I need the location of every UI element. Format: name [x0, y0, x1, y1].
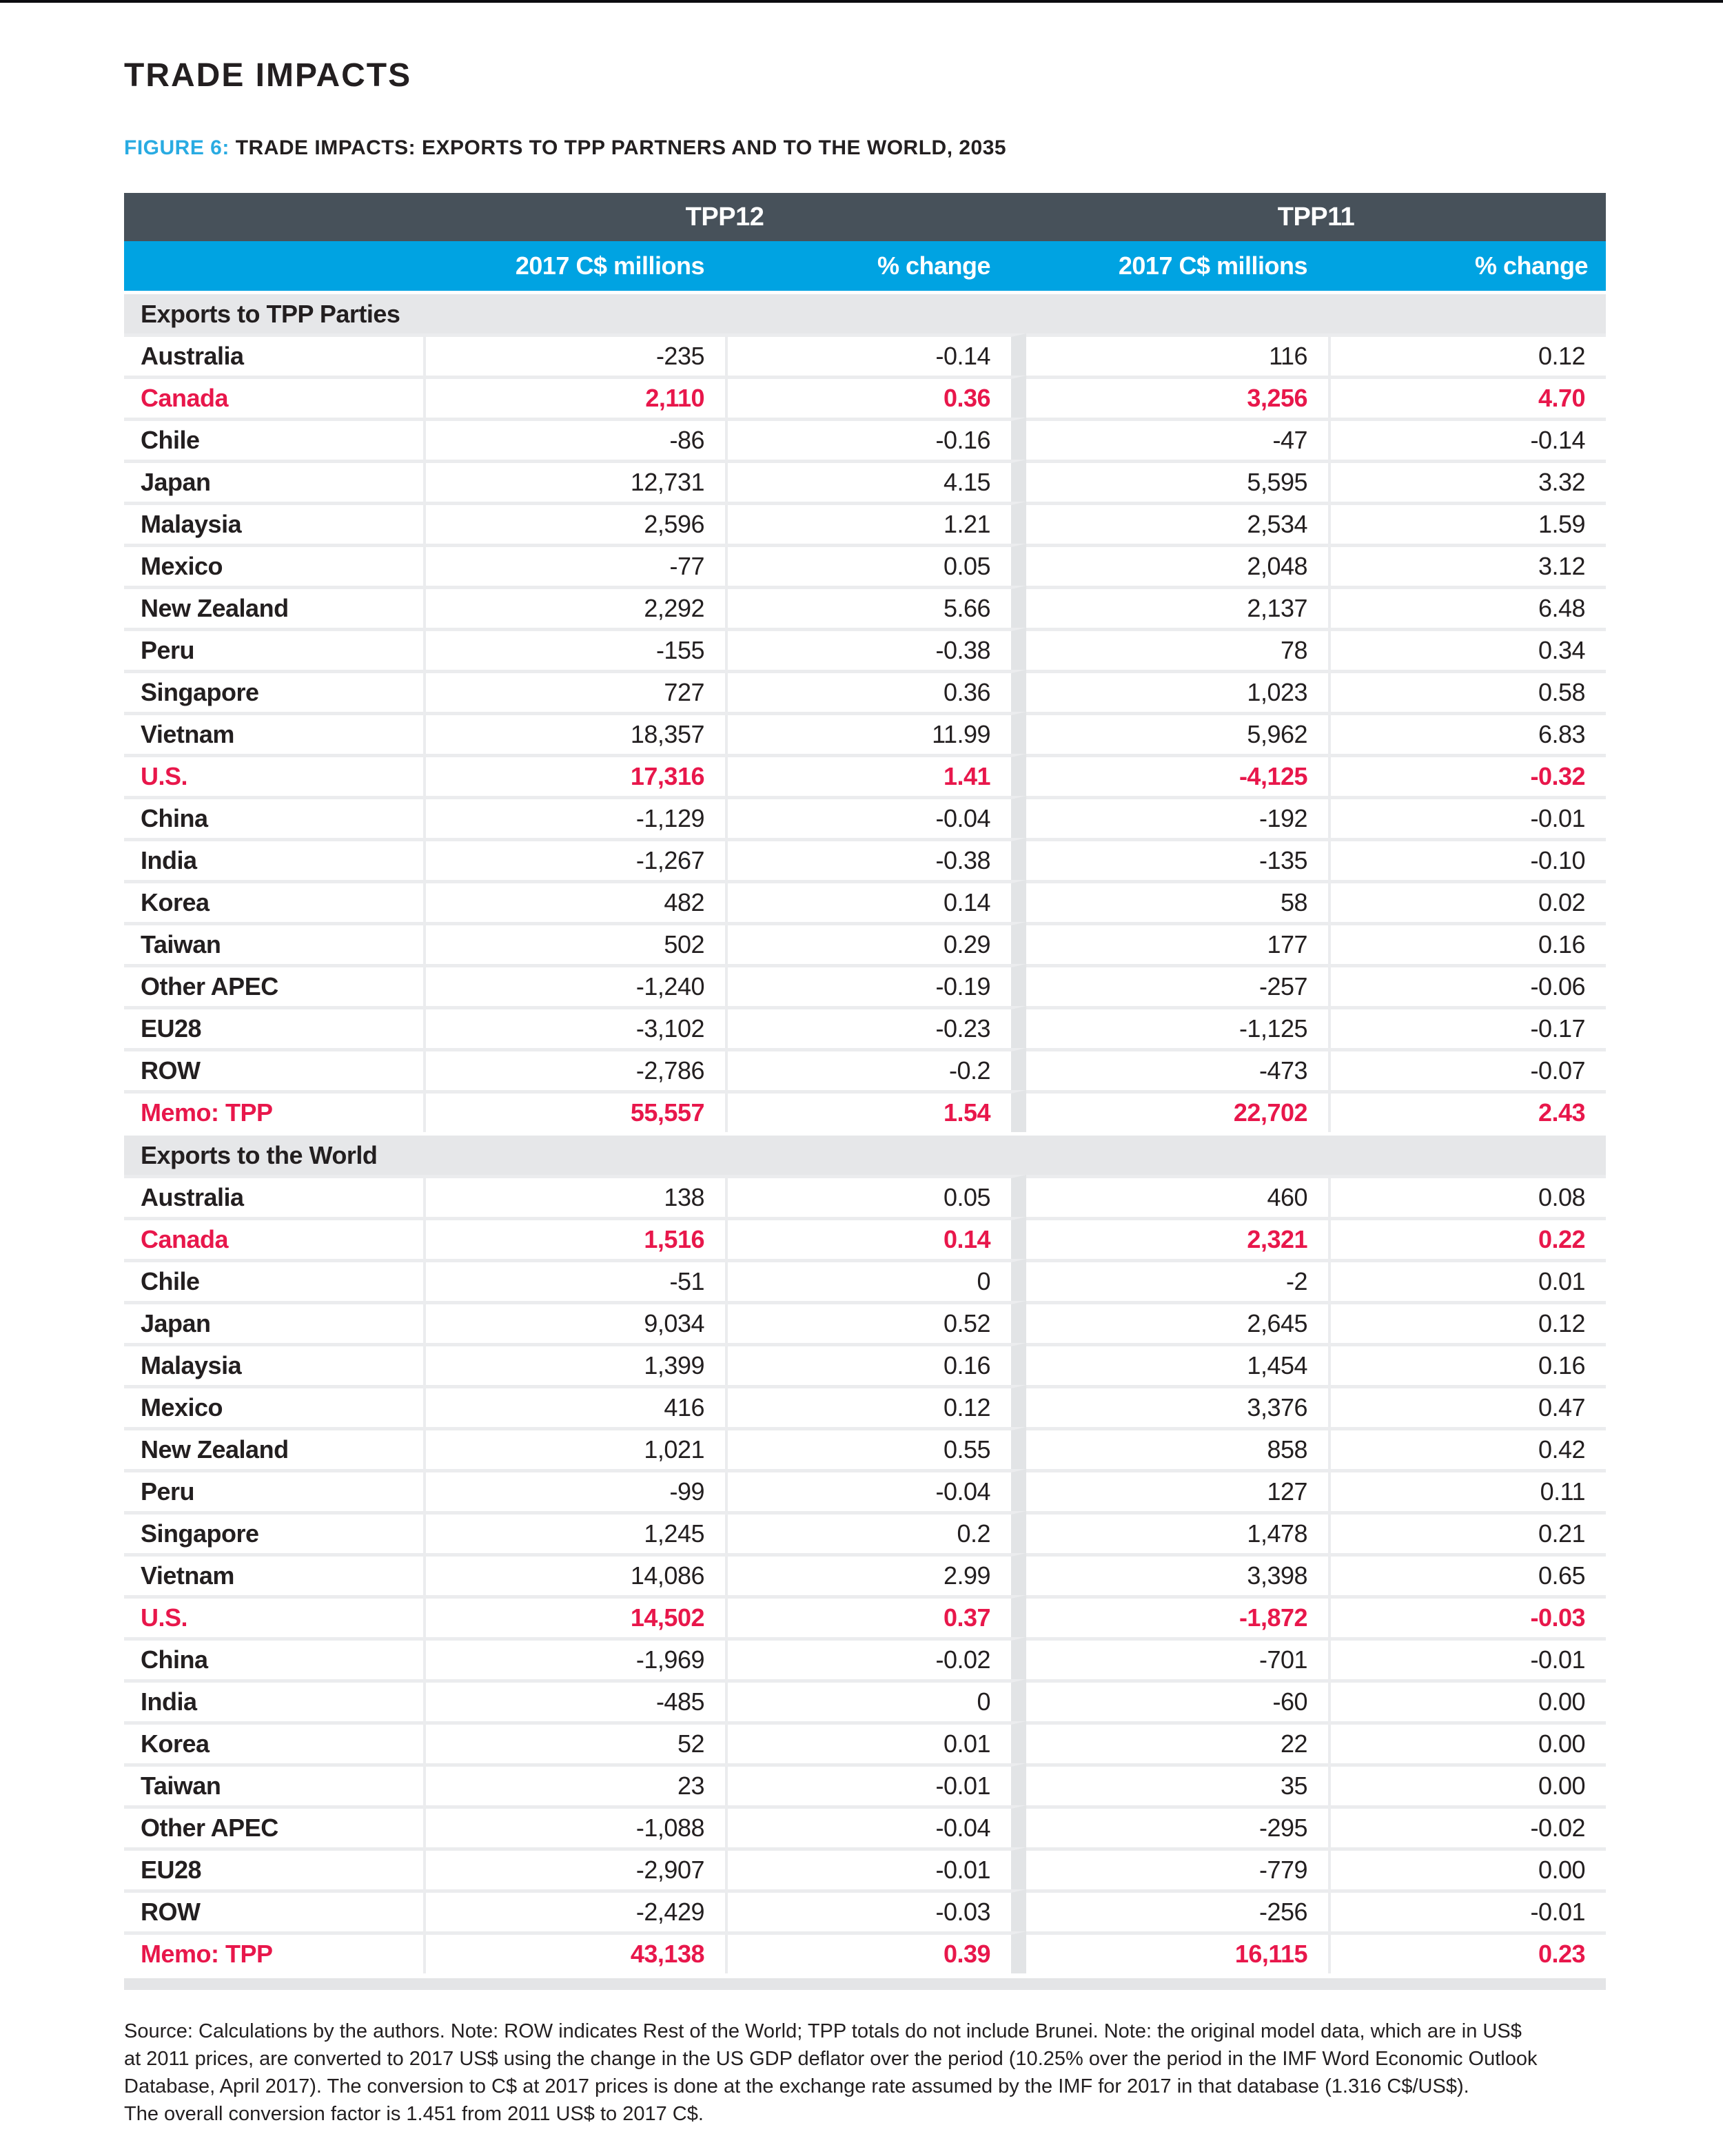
row-label: EU28 — [124, 1006, 423, 1048]
cell-value: 0.16 — [1328, 1343, 1606, 1385]
group-header-tpp11: TPP11 — [1026, 193, 1606, 241]
row-label: Peru — [124, 1469, 423, 1511]
table-row — [124, 333, 1606, 376]
row-label: Australia — [124, 1175, 423, 1217]
cell-value: 0.29 — [725, 922, 1026, 964]
cell-value: -473 — [1026, 1048, 1328, 1090]
table-row — [124, 1469, 1606, 1511]
cell-value: 2,292 — [423, 586, 725, 628]
cell-value: 17,316 — [423, 754, 725, 796]
table-row — [124, 1175, 1606, 1217]
source-footnote — [124, 2018, 1606, 2128]
cell-value: 0.39 — [725, 1931, 1026, 1973]
row-label: Japan — [124, 460, 423, 502]
cell-value: 0 — [725, 1259, 1026, 1301]
cell-value: 0.55 — [725, 1427, 1026, 1469]
table-row — [124, 460, 1606, 502]
cell-value: 16,115 — [1026, 1931, 1328, 1973]
cell-value: 2,137 — [1026, 586, 1328, 628]
cell-value: 858 — [1026, 1427, 1328, 1469]
cell-value: 35 — [1026, 1763, 1328, 1805]
cell-value: 1.59 — [1328, 502, 1606, 544]
cell-value: -779 — [1026, 1847, 1328, 1889]
cell-value: -1,125 — [1026, 1006, 1328, 1048]
figure-caption — [124, 138, 1606, 158]
cell-value: 3,376 — [1026, 1385, 1328, 1427]
cell-value: 3.12 — [1328, 544, 1606, 586]
table-row — [124, 1511, 1606, 1553]
table-row — [124, 1721, 1606, 1763]
cell-value: 0.12 — [1328, 1301, 1606, 1343]
row-label: U.S. — [124, 1595, 423, 1637]
cell-value: -0.01 — [1328, 1889, 1606, 1931]
cell-value: 2.43 — [1328, 1090, 1606, 1132]
trade-impacts-table — [124, 193, 1606, 1990]
cell-value: -0.02 — [725, 1637, 1026, 1679]
cell-value: 0.37 — [725, 1595, 1026, 1637]
row-label: China — [124, 796, 423, 838]
cell-value: 6.48 — [1328, 586, 1606, 628]
table-row — [124, 418, 1606, 460]
table-row — [124, 586, 1606, 628]
cell-value: 0.65 — [1328, 1553, 1606, 1595]
cell-value: 23 — [423, 1763, 725, 1805]
table-row — [124, 1805, 1606, 1847]
cell-value: 2,596 — [423, 502, 725, 544]
row-label: Peru — [124, 628, 423, 670]
cell-value: 14,086 — [423, 1553, 725, 1595]
table-body — [124, 291, 1606, 1990]
row-label: Mexico — [124, 544, 423, 586]
row-label: Malaysia — [124, 1343, 423, 1385]
table-row — [124, 544, 1606, 586]
row-label: Chile — [124, 418, 423, 460]
cell-value: -0.04 — [725, 1805, 1026, 1847]
cell-value: 460 — [1026, 1175, 1328, 1217]
corner-cell — [124, 241, 423, 291]
figure-label: FIGURE 6: — [124, 136, 230, 159]
cell-value: 0.22 — [1328, 1217, 1606, 1259]
table-row — [124, 1090, 1606, 1132]
cell-value: 5,962 — [1026, 712, 1328, 754]
cell-value: 0.16 — [1328, 922, 1606, 964]
row-label: Canada — [124, 376, 423, 418]
table-row — [124, 628, 1606, 670]
table-row — [124, 922, 1606, 964]
table-row — [124, 1595, 1606, 1637]
cell-value: 0.36 — [725, 376, 1026, 418]
row-label: Memo: TPP — [124, 1090, 423, 1132]
cell-value: 0.12 — [725, 1385, 1026, 1427]
table-row — [124, 1553, 1606, 1595]
cell-value: 6.83 — [1328, 712, 1606, 754]
row-label: Vietnam — [124, 712, 423, 754]
cell-value: 1.21 — [725, 502, 1026, 544]
cell-value: 0.00 — [1328, 1847, 1606, 1889]
row-label: Australia — [124, 333, 423, 376]
row-label: Korea — [124, 880, 423, 922]
cell-value: -0.04 — [725, 796, 1026, 838]
cell-value: -0.38 — [725, 838, 1026, 880]
section-header-label: Exports to the World — [124, 1132, 1606, 1175]
cell-value: -0.38 — [725, 628, 1026, 670]
cell-value: -235 — [423, 333, 725, 376]
cell-value: 0.42 — [1328, 1427, 1606, 1469]
cell-value: -60 — [1026, 1679, 1328, 1721]
group-header-tpp12: TPP12 — [423, 193, 1026, 241]
cell-value: 0.52 — [725, 1301, 1026, 1343]
cell-value: 1,454 — [1026, 1343, 1328, 1385]
table-row — [124, 1343, 1606, 1385]
cell-value: 11.99 — [725, 712, 1026, 754]
table-row — [124, 1259, 1606, 1301]
table-bottom-band — [124, 1973, 1606, 1990]
row-label: Canada — [124, 1217, 423, 1259]
table-row — [124, 838, 1606, 880]
cell-value: 0.00 — [1328, 1679, 1606, 1721]
row-label: ROW — [124, 1889, 423, 1931]
cell-value: 58 — [1026, 880, 1328, 922]
cell-value: 416 — [423, 1385, 725, 1427]
column-header-tpp12-millions: 2017 C$ millions — [423, 241, 725, 291]
cell-value: 0.00 — [1328, 1763, 1606, 1805]
cell-value: 2,321 — [1026, 1217, 1328, 1259]
cell-value: 4.15 — [725, 460, 1026, 502]
cell-value: 0.01 — [1328, 1259, 1606, 1301]
table-row — [124, 1763, 1606, 1805]
cell-value: 0.05 — [725, 544, 1026, 586]
cell-value: 2,645 — [1026, 1301, 1328, 1343]
cell-value: -47 — [1026, 418, 1328, 460]
cell-value: 1,478 — [1026, 1511, 1328, 1553]
cell-value: 482 — [423, 880, 725, 922]
row-label: Vietnam — [124, 1553, 423, 1595]
cell-value: 1.54 — [725, 1090, 1026, 1132]
column-header-tpp12-pct: % change — [725, 241, 1026, 291]
row-label: India — [124, 838, 423, 880]
cell-value: 9,034 — [423, 1301, 725, 1343]
row-label: New Zealand — [124, 586, 423, 628]
cell-value: 727 — [423, 670, 725, 712]
row-label: India — [124, 1679, 423, 1721]
table-row — [124, 1931, 1606, 1973]
table-row — [124, 712, 1606, 754]
cell-value: 0.00 — [1328, 1721, 1606, 1763]
cell-value: -155 — [423, 628, 725, 670]
cell-value: -0.17 — [1328, 1006, 1606, 1048]
cell-value: -0.10 — [1328, 838, 1606, 880]
cell-value: -0.06 — [1328, 964, 1606, 1006]
row-label: Korea — [124, 1721, 423, 1763]
footnote-line: at 2011 prices, are converted to 2017 US$ using the change in the US GDP deflator over the period (10.25% over the period in the IMF Word Economic Outlook — [124, 2048, 1538, 2070]
group-header-row — [124, 193, 1606, 241]
cell-value: -51 — [423, 1259, 725, 1301]
cell-value: 0.02 — [1328, 880, 1606, 922]
row-label: Taiwan — [124, 1763, 423, 1805]
table-row — [124, 1889, 1606, 1931]
cell-value: -77 — [423, 544, 725, 586]
cell-value: -0.16 — [725, 418, 1026, 460]
table-row — [124, 1385, 1606, 1427]
cell-value: -1,088 — [423, 1805, 725, 1847]
cell-value: -4,125 — [1026, 754, 1328, 796]
cell-value: -2 — [1026, 1259, 1328, 1301]
cell-value: -1,969 — [423, 1637, 725, 1679]
cell-value: 3.32 — [1328, 460, 1606, 502]
cell-value: -0.01 — [1328, 1637, 1606, 1679]
cell-value: 2.99 — [725, 1553, 1026, 1595]
table-row — [124, 1679, 1606, 1721]
table-row — [124, 376, 1606, 418]
cell-value: -0.03 — [1328, 1595, 1606, 1637]
cell-value: -1,240 — [423, 964, 725, 1006]
cell-value: 0.23 — [1328, 1931, 1606, 1973]
cell-value: 3,256 — [1026, 376, 1328, 418]
cell-value: 502 — [423, 922, 725, 964]
row-label: China — [124, 1637, 423, 1679]
row-label: Malaysia — [124, 502, 423, 544]
cell-value: -256 — [1026, 1889, 1328, 1931]
cell-value: 52 — [423, 1721, 725, 1763]
cell-value: -86 — [423, 418, 725, 460]
table-row — [124, 1847, 1606, 1889]
cell-value: 5,595 — [1026, 460, 1328, 502]
row-label: Taiwan — [124, 922, 423, 964]
cell-value: -192 — [1026, 796, 1328, 838]
cell-value: 2,048 — [1026, 544, 1328, 586]
row-label: EU28 — [124, 1847, 423, 1889]
cell-value: 0.01 — [725, 1721, 1026, 1763]
cell-value: 12,731 — [423, 460, 725, 502]
cell-value: 18,357 — [423, 712, 725, 754]
table-row — [124, 1637, 1606, 1679]
cell-value: 55,557 — [423, 1090, 725, 1132]
table-row — [124, 502, 1606, 544]
column-header-tpp11-millions: 2017 C$ millions — [1026, 241, 1328, 291]
row-label: Mexico — [124, 1385, 423, 1427]
cell-value: 78 — [1026, 628, 1328, 670]
cell-value: -0.07 — [1328, 1048, 1606, 1090]
cell-value: -2,786 — [423, 1048, 725, 1090]
table-row — [124, 1301, 1606, 1343]
column-header-tpp11-pct: % change — [1328, 241, 1606, 291]
cell-value: -1,129 — [423, 796, 725, 838]
cell-value: 22 — [1026, 1721, 1328, 1763]
cell-value: 0.34 — [1328, 628, 1606, 670]
footnote-line: Database, April 2017). The conversion to C$ at 2017 prices is done at the exchange rate assumed by the IMF for 2017 in that database (1.316 C$/US$). — [124, 2075, 1469, 2097]
cell-value: 0.36 — [725, 670, 1026, 712]
row-label: Memo: TPP — [124, 1931, 423, 1973]
cell-value: 0 — [725, 1679, 1026, 1721]
cell-value: -0.14 — [725, 333, 1026, 376]
cell-value: -0.01 — [1328, 796, 1606, 838]
cell-value: 0.47 — [1328, 1385, 1606, 1427]
section-header-row — [124, 291, 1606, 333]
table-row — [124, 670, 1606, 712]
row-label: ROW — [124, 1048, 423, 1090]
cell-value: -701 — [1026, 1637, 1328, 1679]
cell-value: -0.01 — [725, 1763, 1026, 1805]
cell-value: 0.05 — [725, 1175, 1026, 1217]
section-header-row — [124, 1132, 1606, 1175]
cell-value: -0.04 — [725, 1469, 1026, 1511]
cell-value: 0.11 — [1328, 1469, 1606, 1511]
cell-value: 0.16 — [725, 1343, 1026, 1385]
cell-value: 2,110 — [423, 376, 725, 418]
cell-value: -295 — [1026, 1805, 1328, 1847]
cell-value: 0.2 — [725, 1511, 1026, 1553]
table-row — [124, 1048, 1606, 1090]
cell-value: 43,138 — [423, 1931, 725, 1973]
cell-value: -257 — [1026, 964, 1328, 1006]
cell-value: 0.58 — [1328, 670, 1606, 712]
cell-value: -0.2 — [725, 1048, 1026, 1090]
cell-value: -0.19 — [725, 964, 1026, 1006]
cell-value: 0.12 — [1328, 333, 1606, 376]
cell-value: 1.41 — [725, 754, 1026, 796]
cell-value: 127 — [1026, 1469, 1328, 1511]
cell-value: 5.66 — [725, 586, 1026, 628]
cell-value: 1,023 — [1026, 670, 1328, 712]
cell-value: 1,516 — [423, 1217, 725, 1259]
cell-value: -135 — [1026, 838, 1328, 880]
cell-value: -0.14 — [1328, 418, 1606, 460]
cell-value: 1,245 — [423, 1511, 725, 1553]
cell-value: -0.23 — [725, 1006, 1026, 1048]
cell-value: -1,872 — [1026, 1595, 1328, 1637]
table-row — [124, 1006, 1606, 1048]
row-label: Chile — [124, 1259, 423, 1301]
cell-value: -99 — [423, 1469, 725, 1511]
row-label: Japan — [124, 1301, 423, 1343]
page-content — [0, 3, 1723, 2128]
row-label: Singapore — [124, 670, 423, 712]
cell-value: -0.02 — [1328, 1805, 1606, 1847]
cell-value: 177 — [1026, 922, 1328, 964]
cell-value: 0.21 — [1328, 1511, 1606, 1553]
table-row — [124, 1427, 1606, 1469]
table-row — [124, 880, 1606, 922]
cell-value: 3,398 — [1026, 1553, 1328, 1595]
row-label: Other APEC — [124, 964, 423, 1006]
cell-value: 1,021 — [423, 1427, 725, 1469]
cell-value: 4.70 — [1328, 376, 1606, 418]
cell-value: -2,429 — [423, 1889, 725, 1931]
cell-value: 0.14 — [725, 880, 1026, 922]
figure-title: TRADE IMPACTS: EXPORTS TO TPP PARTNERS AND TO THE WORLD, 2035 — [235, 136, 1007, 159]
table-row — [124, 754, 1606, 796]
cell-value: 0.08 — [1328, 1175, 1606, 1217]
column-header-row — [124, 241, 1606, 291]
corner-cell — [124, 193, 423, 241]
cell-value: 22,702 — [1026, 1090, 1328, 1132]
row-label: New Zealand — [124, 1427, 423, 1469]
table-row — [124, 796, 1606, 838]
cell-value: 14,502 — [423, 1595, 725, 1637]
table-row — [124, 964, 1606, 1006]
cell-value: -0.32 — [1328, 754, 1606, 796]
cell-value: 116 — [1026, 333, 1328, 376]
footnote-line: The overall conversion factor is 1.451 from 2011 US$ to 2017 C$. — [124, 2103, 704, 2125]
table-row — [124, 1217, 1606, 1259]
cell-value: 138 — [423, 1175, 725, 1217]
cell-value: 2,534 — [1026, 502, 1328, 544]
cell-value: 1,399 — [423, 1343, 725, 1385]
row-label: Other APEC — [124, 1805, 423, 1847]
row-label: Singapore — [124, 1511, 423, 1553]
cell-value: -3,102 — [423, 1006, 725, 1048]
row-label: U.S. — [124, 754, 423, 796]
footnote-line: Source: Calculations by the authors. Note: ROW indicates Rest of the World; TPP totals do not include Brunei. Note: the original model data, which are in US$ — [124, 2020, 1522, 2042]
cell-value: -485 — [423, 1679, 725, 1721]
cell-value: -1,267 — [423, 838, 725, 880]
section-header-label: Exports to TPP Parties — [124, 291, 1606, 333]
cell-value: 0.14 — [725, 1217, 1026, 1259]
cell-value: -0.03 — [725, 1889, 1026, 1931]
page-title: TRADE IMPACTS — [124, 57, 412, 94]
cell-value: -0.01 — [725, 1847, 1026, 1889]
cell-value: -2,907 — [423, 1847, 725, 1889]
